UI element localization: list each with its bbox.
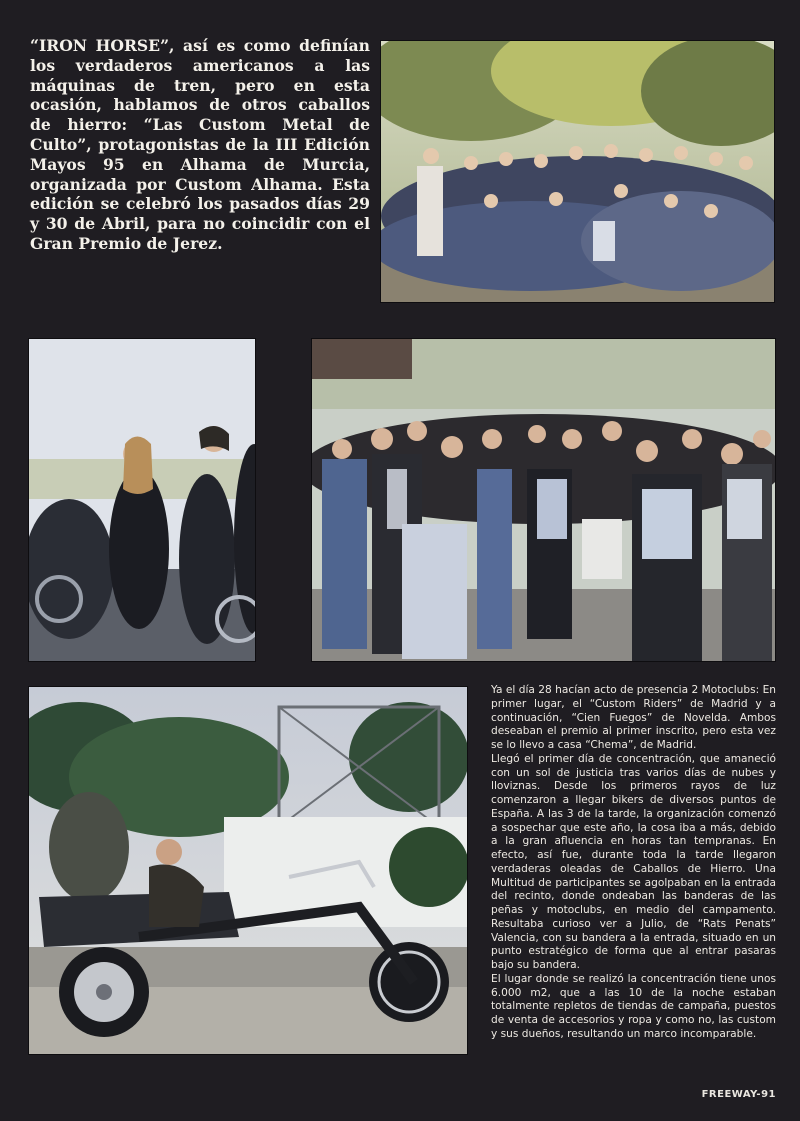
article-paragraph: El lugar donde se realizó la concentración tiene unos 6.000 m2, que a las 10 de la noche estaban totalmente repletos de tiendas de campaña, puestos de venta de accesorios y ropa y como no, las custom y sus dueños, resultando un marco incomparable. (491, 972, 776, 1040)
article-paragraph: Ya el día 28 hacían acto de presencia 2 Motoclubs: En primer lugar, el “Custom Riders” de Madrid y a continuación, “Cien Fuegos” de Novelda. Ambos deseaban el premio al primer inscrito, pero esta vez se lo llevo a casa “Chema”, de Madrid. (491, 684, 776, 751)
photo-couple-motorcycles (28, 338, 256, 662)
photo-group-bikers (380, 40, 775, 303)
intro-paragraph: “IRON HORSE”, así es como definían los verdaderos americanos a las máquinas de tren, pero en esta ocasión, hablamos de otros caballos de hierro: “Las Custom Metal de Culto”, protagonistas de la III Edición Mayos 95 en Alhama de Murcia, organizada por Custom Alhama. Esta edición se celebró los pasados días 29 y 30 de Abril, para no coincidir con el Gran Premio de Jerez. (30, 36, 370, 253)
article-paragraph: Llegó el primer día de concentración, que amaneció con un sol de justicia tras varios días de nubes y lloviznas. Desde los primeros rayos de luz comenzaron a llegar bikers de diversos puntos de España. A las 3 de la tarde, la organización comenzó a sospechar que este año, la cosa iba a más, debido a la gran afluencia en horas tan tempranas. En efecto, así fue, durante toda la tarde llegaron verdaderas oleadas de Caballos de Hierro. Una Multitud de participantes se agolpaban en la entrada del recinto, donde ondeaban las banderas de las peñas y motoclubs, en medio del campamento. Resultaba curioso ver a Julio, de “Rats Penats” Valencia, con su bandera a la entrada, situado en un punto estratégico de forma que al entrar pasaras bajo su bandera. (491, 752, 776, 971)
page-folio: FREEWAY-91 (701, 1089, 776, 1100)
article-body (491, 684, 776, 1042)
photo-trike (28, 686, 468, 1055)
photo-crowd-bikers (311, 338, 776, 662)
